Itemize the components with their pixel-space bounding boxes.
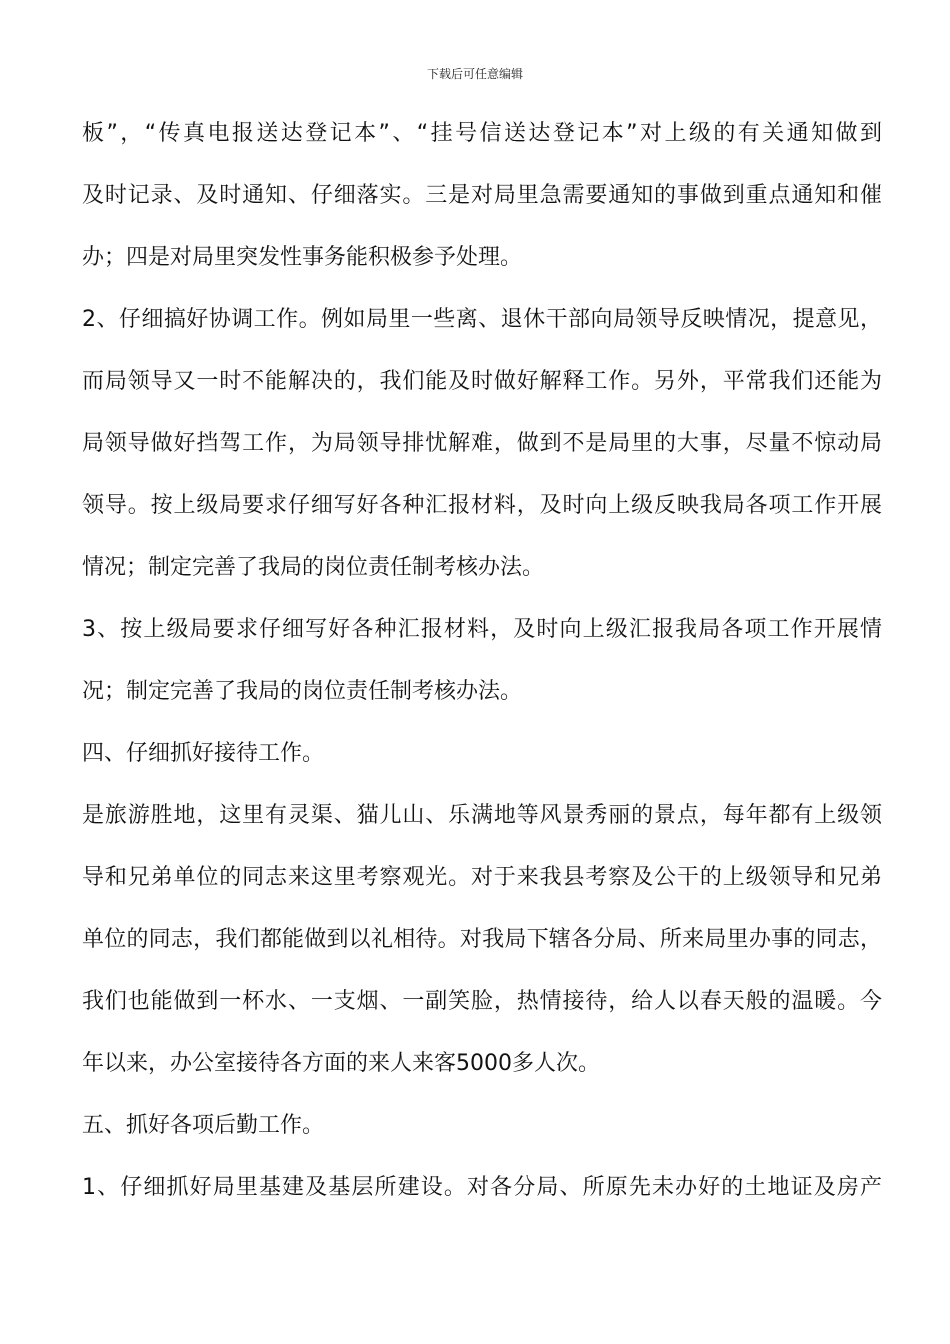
text-line: 而局领导又一时不能解决的，我们能及时做好解释工作。另外，平常我们还能为 — [82, 369, 882, 394]
text-line: 是旅游胜地，这里有灵渠、猫儿山、乐满地等风景秀丽的景点，每年都有上级领 — [82, 803, 882, 828]
text-line: 五、抓好各项后勤工作。 — [82, 1113, 325, 1138]
text-line: 单位的同志，我们都能做到以礼相待。对我局下辖各分局、所来局里办事的同志， — [82, 927, 882, 952]
text-line: 及时记录、及时通知、仔细落实。三是对局里急需要通知的事做到重点通知和催 — [82, 183, 882, 208]
document-body — [82, 120, 882, 1236]
text-line: 年以来，办公室接待各方面的来人来客5000多人次。 — [82, 1051, 600, 1076]
text-line: 导和兄弟单位的同志来这里考察观光。对于来我县考察及公干的上级领导和兄弟 — [82, 865, 882, 890]
text-line: 情况；制定完善了我局的岗位责任制考核办法。 — [82, 555, 545, 580]
text-line: 1、仔细抓好局里基建及基层所建设。对各分局、所原先未办好的土地证及房产 — [82, 1175, 882, 1200]
text-line: 领导。按上级局要求仔细写好各种汇报材料，及时向上级反映我局各项工作开展 — [82, 493, 882, 518]
text-line: 四、仔细抓好接待工作。 — [82, 741, 325, 766]
page-header: 下载后可任意编辑 — [426, 67, 523, 81]
text-line: 我们也能做到一杯水、一支烟、一副笑脸，热情接待，给人以春天般的温暖。今 — [82, 989, 882, 1014]
text-line: 板”，“传真电报送达登记本”、“挂号信送达登记本”对上级的有关通知做到 — [82, 121, 882, 146]
text-line: 况；制定完善了我局的岗位责任制考核办法。 — [82, 679, 523, 704]
text-line: 3、按上级局要求仔细写好各种汇报材料，及时向上级汇报我局各项工作开展情 — [82, 617, 882, 642]
text-line: 2、仔细搞好协调工作。例如局里一些离、退休干部向局领导反映情况，提意见， — [82, 307, 882, 332]
text-line: 办；四是对局里突发性事务能积极参予处理。 — [82, 245, 523, 270]
text-line: 局领导做好挡驾工作，为局领导排忧解难，做到不是局里的大事，尽量不惊动局 — [82, 431, 882, 456]
